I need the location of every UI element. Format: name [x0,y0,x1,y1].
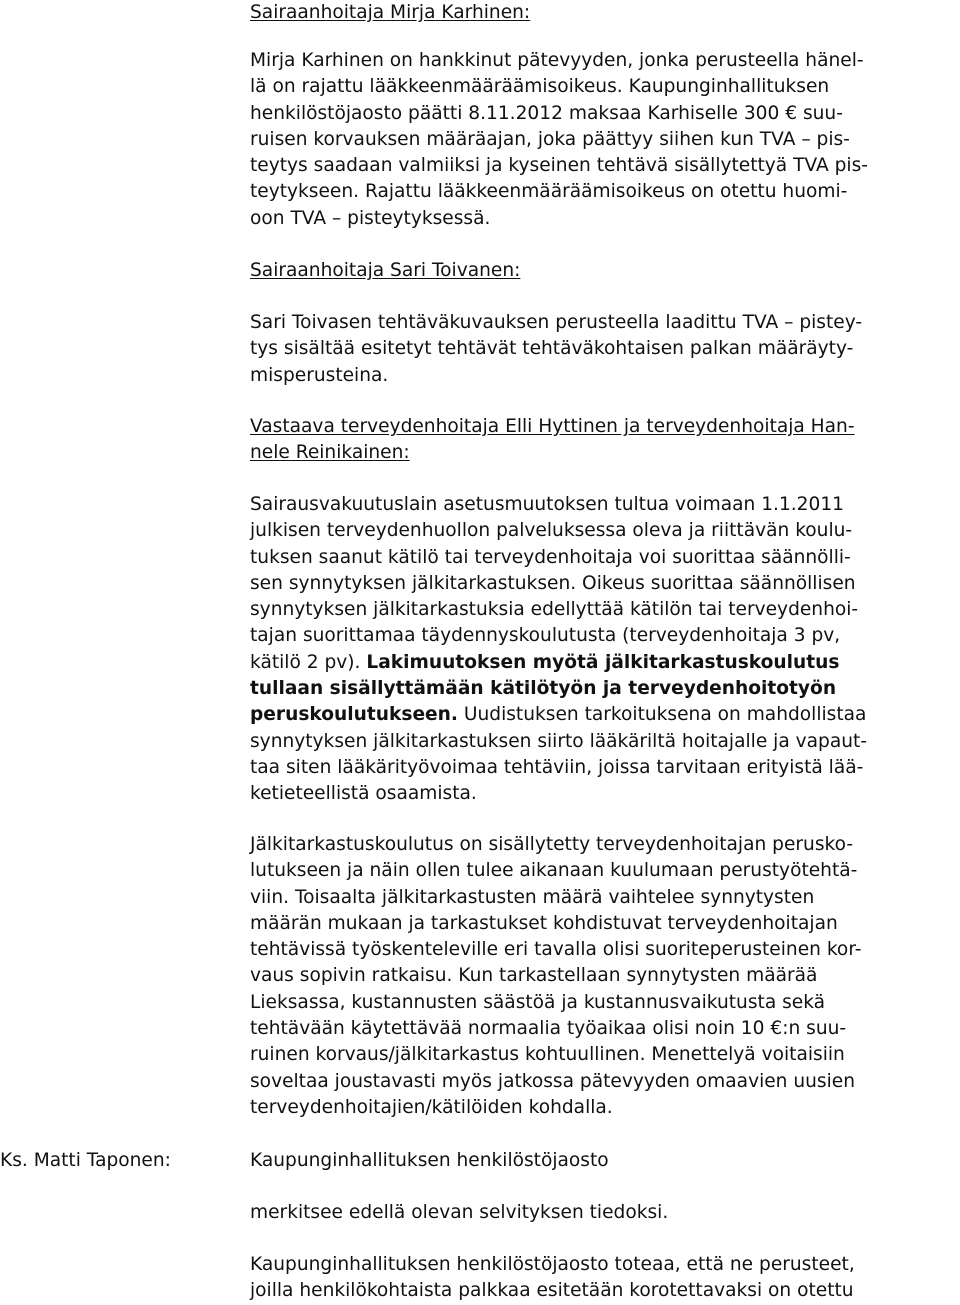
proposal-paragraph [250,1252,955,1305]
text-line: Lieksassa, kustannusten säästöä ja kustannusvaikutusta sekä [250,991,826,1013]
paragraph-mirja-karhinen [250,48,955,232]
proposal-line-1 [250,1148,955,1174]
paragraph-sari-toivanen [250,310,955,389]
text-line: lä on rajattu lääkkeenmääräämisoikeus. Kaupunginhallituksen [250,76,830,98]
text-line: teytykseen. Rajattu lääkkeenmääräämisoikeus on otettu huomi- [250,181,848,203]
text-line: tajan suorittamaa täydennyskoulutusta (terveydenhoitaja 3 pv, [250,625,841,647]
text-line: ruisen korvauksen määräajan, joka päättyy siihen kun TVA – pis- [250,128,850,150]
text-line: Kaupunginhallituksen henkilöstöjaosto toteaa, että ne perusteet, [250,1254,855,1275]
text-line: teytys saadaan valmiiksi ja kyseinen tehtävä sisällytettyä TVA pis- [250,155,868,177]
text-line: tuksen saanut kätilö tai terveydenhoitaja voi suorittaa säännölli- [250,546,851,568]
text-line: ruinen korvaus/jälkitarkastus kohtuullinen. Menettelyä voitaisiin [250,1044,845,1066]
text-line: terveydenhoitajien/kätilöiden kohdalla. [250,1096,613,1118]
text-line: julkisen terveydenhuollon palveluksessa oleva ja riittävän koulu- [250,520,853,542]
bold-text-segment: peruskoulutukseen. [250,704,458,726]
section-heading-sari-toivanen: Sairaanhoitaja Sari Toivanen: [250,260,521,281]
paragraph-korvaus [250,832,955,1121]
text-segment: kätilö 2 pv). [250,651,367,673]
text-line-mixed [250,702,955,728]
text-line: Jälkitarkastuskoulutus on sisällytetty terveydenhoitajan perusko- [250,834,854,855]
text-line: määrän mukaan ja tarkastukset kohdistuvat terveydenhoitajan [250,912,838,934]
text-line: Mirja Karhinen on hankkinut pätevyyden, jonka perusteella hänel- [250,50,864,71]
text-line: taa siten lääkärityövoimaa tehtäviin, joissa tarvitaan erityistä lää- [250,756,864,778]
text-line: soveltaa joustavasti myös jatkossa pätevyyden omaavien uusien [250,1070,856,1092]
text-line: sen synnytyksen jälkitarkastuksen. Oikeus suorittaa säännöllisen [250,572,856,594]
text-line: misperusteina. [250,364,389,386]
text-line: viin. Toisaalta jälkitarkastusten määrä vaihtelee synnytysten [250,886,815,908]
text-line: vaus sopivin ratkaisu. Kun tarkastellaan synnytysten määrää [250,965,818,987]
text-line: merkitsee edellä olevan selvityksen tiedoksi. [250,1202,669,1223]
heading-line: nele Reinikainen: [250,442,410,464]
text-line: Sairausvakuutuslain asetusmuutoksen tultua voimaan 1.1.2011 [250,494,845,515]
text-line: joilla henkilökohtaista palkkaa esitetään korotettavaksi on otettu [250,1280,854,1302]
heading-line: Vastaava terveydenhoitaja Elli Hyttinen ja terveydenhoitaja Han- [250,416,855,437]
paragraph-jalkitarkastus [250,492,955,808]
text-line: synnytyksen jälkitarkastuksia edellyttää kätilön tai terveydenhoi- [250,599,859,621]
text-line-mixed [250,650,955,676]
text-line: synnytyksen jälkitarkastuksen siirto lääkäriltä hoitajalle ja vapaut- [250,730,868,752]
section-heading-mirja-karhinen: Sairaanhoitaja Mirja Karhinen: [250,2,531,23]
text-line: tehtävään käytettävää normaalia työaikaa olisi noin 10 €:n suu- [250,1018,847,1040]
section-heading-hyttinen-reinikainen [250,414,950,467]
text-segment: Uudistuksen tarkoituksena on mahdollistaa [457,704,867,726]
proposal-line-2 [250,1200,955,1226]
bold-text-line: tullaan sisällyttämään kätilötyön ja terveydenhoitotyön [250,678,837,700]
proposal-label: Ks. Matti Taponen: [0,1150,171,1171]
text-line: tehtävissä työskenteleville eri tavalla olisi suoriteperusteinen kor- [250,939,862,961]
bold-text-segment: Lakimuutoksen myötä jälkitarkastuskoulutus [366,651,840,673]
text-line: Kaupunginhallituksen henkilöstöjaosto [250,1150,609,1171]
text-line: tys sisältää esitetyt tehtävät tehtäväkohtaisen palkan määräyty- [250,338,854,360]
text-line: oon TVA – pisteytyksessä. [250,207,491,229]
text-line: ketieteellistä osaamista. [250,783,477,805]
text-line: Sari Toivasen tehtäväkuvauksen perusteella laadittu TVA – pistey- [250,312,863,333]
text-line: henkilöstöjaosto päätti 8.11.2012 maksaa Karhiselle 300 € suu- [250,102,843,124]
text-line: lutukseen ja näin ollen tulee aikanaan kuulumaan perustyötehtä- [250,860,858,882]
